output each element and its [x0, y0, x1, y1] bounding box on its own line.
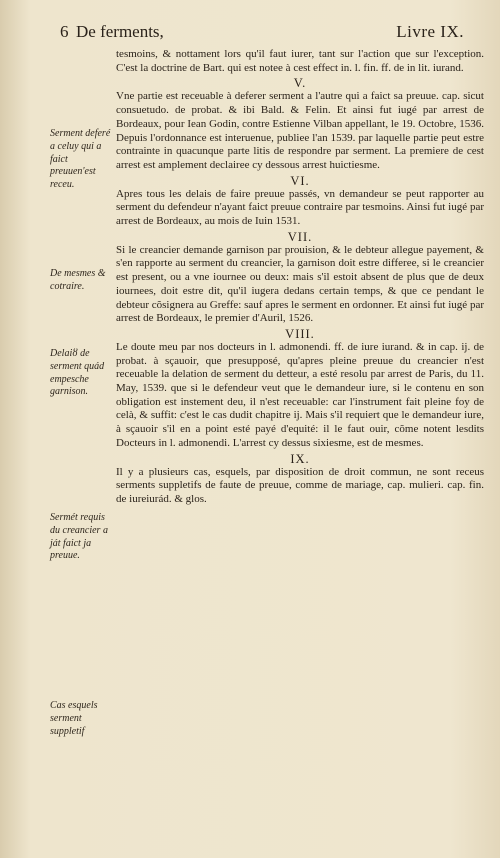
section-number: VI. [290, 173, 310, 188]
paragraph: Apres tous les delais de faire preuue passés, vn demandeur se peut rapporter au serment du defendeur n'ayant faict preuue contraire par tesmoins. Ainsi fut iugé par arrest de Bordeaux, au mois de Iuin 1531. [116, 187, 484, 228]
section-number: V. [293, 76, 307, 91]
book-number: Livre IX. [396, 22, 464, 41]
margin-note: Cas esquels serment suppletif [50, 700, 98, 737]
running-title: De ferments, [76, 22, 164, 41]
paragraph: Le doute meu par nos docteurs in l. admonendi. ff. de iure iurand. & in cap. ij. de probat. à sçauoir, que presupposé, qu'apres pleine preuue du creancier n'est receuable la delation de serment du detteur, a esté resolu par arrest de Paris, du 11. May, 1539. que si le defendeur veut que le demandeur iure, si le contenu en son obligation est instement deu, il n'est receuable: car l'instrument fait pleine foy de celà, & suffit: c'est le cas dudit chapitre ij. Mais s'il requiert que le demandeur iure, à sçauoir s'il en a point esté payé d'equité: il le faut ouir, cõme notent lesdits Docteurs in l. admonendi. L'arrest cy dessus sixiesme, est de mesmes. [116, 340, 484, 449]
paragraph: Vne partie est receuable à deferer serment a l'autre qui a faict sa preuue. cap. sicut consuetudo. de probat. & ibi Bald. & Felin. Et ainsi fut iugé par arrest de Bordeaux, pour Iean Godin, contre Estienne Vilban appellant, le 19. Octobre, 1536. Depuis l'ordonnance est interuenue, publiee l'an 1539. par laquelle partie peut estre contrainte in quacunque parte litis de respondre par serment. La premiere de cest arrest est amplement declairee cy dessous arrest huictiesme. [116, 90, 484, 171]
paragraph: Si le creancier demande garnison par prouision, & le debteur allegue payement, & s'en rapporte au serment du creancier, la garnison doit estre differee, si le creancier est present, ou a vne iournee ou deux: mais s'il estoit absent de plus que de deux iournees, doit estre dit, qu'il iugera dedans certain temps, & que ce pendant le debteur cõsignera au Greffe: sauf apres le serment en ordonner. Et ainsi fut iugé par arrest de Bordeaux, le premier d'Auril, 1526. [116, 243, 484, 325]
page-number: 6 [60, 22, 69, 41]
main-text [116, 48, 484, 507]
paragraph-continuation: tesmoins, & nottament lors qu'il faut iurer, tant sur l'action que sur l'exception. C'est la doctrine de Bart. qui est notee à cest effect in. l. fin. ff. de in lit. iurand. [116, 48, 484, 74]
margin-note: Sermét requis du creancier a ját faict ja preuue. [50, 512, 108, 562]
margin-note: De mesmes & cotraire. [50, 268, 106, 292]
section-number: IX. [290, 451, 310, 466]
margin-note: Serment deferé a celuy qui a faict preuuen'est receu. [50, 128, 111, 191]
section-number: VII. [287, 229, 313, 244]
section-number: VIII. [285, 326, 315, 341]
margin-note: Delaiȣ de serment quád empesche garnison. [50, 348, 105, 398]
paragraph: Il y a plusieurs cas, esquels, par disposition de droit commun, ne sont receus serments suppletifs de faute de preuue, comme de mariage, cap. mulieri. cap. fin. de iureiurád. & glos. [116, 465, 484, 505]
running-header [60, 22, 486, 44]
